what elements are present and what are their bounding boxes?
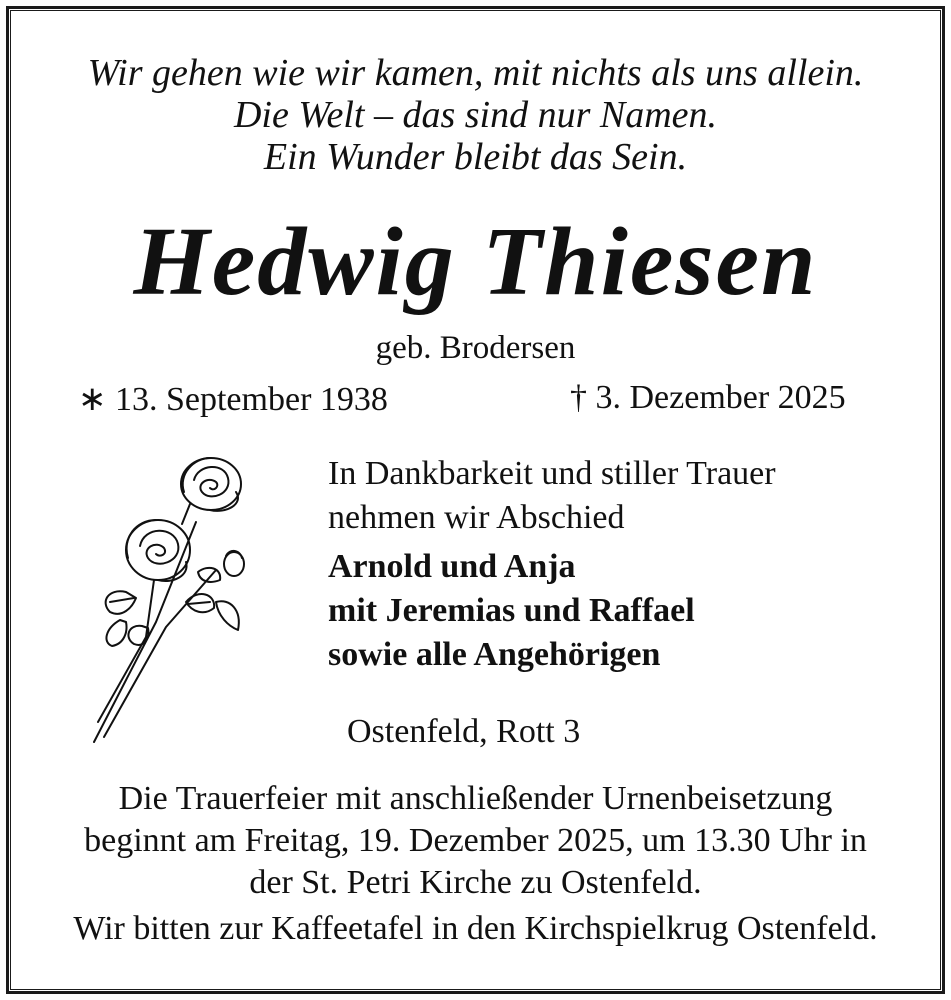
deceased-name: Hedwig Thiesen (133, 208, 818, 316)
service-line-1: Die Trauerfeier mit anschließender Urnenbeisetzung (118, 780, 833, 817)
death-date: † 3. Dezember 2025 (570, 379, 846, 416)
poem (0, 52, 951, 178)
roses-icon (86, 452, 246, 747)
thanks-text (328, 452, 776, 540)
thanks-line-1: In Dankbarkeit und stiller Trauer (328, 455, 776, 492)
mourner-names (328, 545, 695, 677)
maiden-name: geb. Brodersen (375, 330, 576, 366)
poem-line-1: Wir gehen wie wir kamen, mit nichts als uns allein. (87, 52, 864, 94)
mourner-line-1: Arnold und Anja (328, 548, 576, 585)
mourner-line-3: sowie alle Angehörigen (328, 636, 661, 673)
birth-date: ∗ 13. September 1938 (78, 381, 388, 418)
poem-line-2: Die Welt – das sind nur Namen. (233, 94, 718, 136)
mourner-line-2: mit Jeremias und Raffael (328, 592, 695, 629)
coffee-note: Wir bitten zur Kaffeetafel in den Kirchspielkrug Ostenfeld. (73, 910, 878, 947)
address: Ostenfeld, Rott 3 (347, 713, 581, 750)
service-line-2: beginnt am Freitag, 19. Dezember 2025, um 13.30 Uhr in (84, 822, 867, 859)
poem-line-3: Ein Wunder bleibt das Sein. (263, 136, 688, 178)
thanks-line-2: nehmen wir Abschied (328, 499, 625, 536)
service-line-3: der St. Petri Kirche zu Ostenfeld. (249, 864, 702, 901)
service-info (0, 778, 951, 904)
